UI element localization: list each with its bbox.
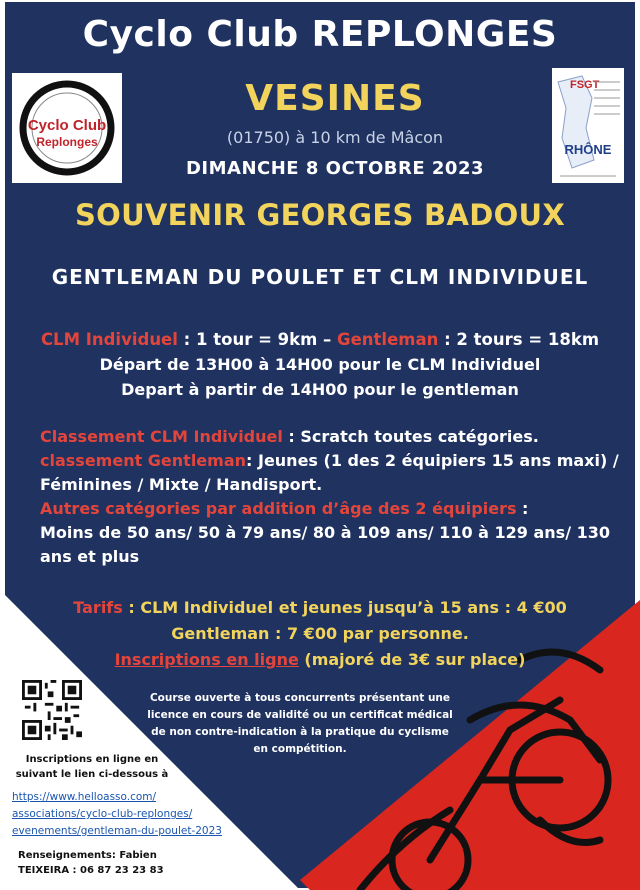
clm-distance: : 1 tour = 9km – xyxy=(177,330,338,349)
cyclo-club-logo xyxy=(12,73,122,183)
qr-caption xyxy=(12,752,172,782)
inscriptions-link[interactable]: Inscriptions en ligne xyxy=(114,650,299,669)
eligibility-notice xyxy=(140,690,460,758)
fsgt-rhone-logo xyxy=(552,68,624,183)
logo-text-line1: Cyclo Club xyxy=(27,117,107,134)
notice-line1: Course ouverte à tous concurrents présentant une xyxy=(149,692,451,704)
contact-info xyxy=(18,848,178,878)
link-line1[interactable]: https://www.helloasso.com/ xyxy=(12,791,157,803)
contact-line1: Renseignements: Fabien xyxy=(18,850,157,861)
gentleman-label: Gentleman xyxy=(337,330,439,349)
notice-line3: de non contre-indication à la pratique du cyclisme xyxy=(151,726,449,738)
notice-line4: en compétition. xyxy=(253,743,347,755)
depart-clm: Départ de 13H00 à 14H00 pour le CLM Individuel xyxy=(99,355,541,374)
link-line3[interactable]: evenements/gentleman-du-poulet-2023 xyxy=(12,825,222,837)
qr-caption-line1: Inscriptions en ligne en xyxy=(25,754,159,765)
qr-code-icon xyxy=(22,680,82,740)
gentleman-distance: : 2 tours = 18km xyxy=(438,330,600,349)
club-title: Cyclo Club REPLONGES xyxy=(82,14,558,55)
classement-gentleman-label: classement Gentleman xyxy=(40,451,247,470)
notice-line2: licence en cours de validité ou un certificat médical xyxy=(147,709,453,721)
autres-categories xyxy=(40,497,620,521)
tarifs-clm: : CLM Individuel et jeunes jusqu’à 15 ans : 4 €00 xyxy=(122,598,567,617)
qr-code[interactable] xyxy=(22,680,82,740)
tarifs-line1 xyxy=(0,598,640,617)
autres-categories-label: Autres catégories par addition d’âge des 2 équipiers xyxy=(40,499,517,518)
age-categories: Moins de 50 ans/ 50 à 79 ans/ 80 à 109 ans/ 110 à 129 ans/ 130 ans et plus xyxy=(40,523,611,566)
town-name: VESINES xyxy=(245,78,425,119)
wheel-icon xyxy=(12,73,122,183)
tarifs-label: Tarifs xyxy=(73,598,123,617)
inscriptions-line xyxy=(0,650,640,669)
classement-block xyxy=(40,425,620,569)
rhone-text: RHÔNE xyxy=(564,142,612,157)
classement-gentleman-text: : Jeunes (1 des 2 équipiers 15 ans maxi) / Féminines / Mixte / Handisport. xyxy=(40,451,619,494)
race-distances xyxy=(0,330,640,349)
classement-clm-label: Classement CLM Individuel xyxy=(40,427,283,446)
logo-text-line2: Replonges xyxy=(36,135,98,149)
tarifs-gentleman: Gentleman : 7 €00 par personne. xyxy=(171,624,469,643)
clm-label: CLM Individuel xyxy=(40,330,178,349)
autres-categories-colon: : xyxy=(516,499,529,518)
town-location: (01750) à 10 km de Mâcon xyxy=(226,128,444,147)
contact-line2: TEIXEIRA : 06 87 23 23 83 xyxy=(18,865,164,876)
qr-caption-line2: suivant le lien ci-dessous à xyxy=(15,769,169,780)
link-line2[interactable]: associations/cyclo-club-replonges/ xyxy=(12,808,193,820)
event-title: GENTLEMAN DU POULET ET CLM INDIVIDUEL xyxy=(51,265,589,289)
event-date: DIMANCHE 8 OCTOBRE 2023 xyxy=(185,158,484,179)
souvenir-title: SOUVENIR GEORGES BADOUX xyxy=(74,198,566,232)
depart-gentleman: Depart à partir de 14H00 pour le gentleman xyxy=(121,380,519,399)
rhone-map-icon xyxy=(552,68,624,183)
classement-clm-text: : Scratch toutes catégories. xyxy=(282,427,539,446)
classement-clm xyxy=(40,425,620,449)
classement-gentleman xyxy=(40,449,620,497)
fsgt-text: FSGT xyxy=(570,79,600,91)
registration-link[interactable] xyxy=(12,789,252,840)
inscriptions-surcharge: (majoré de 3€ sur place) xyxy=(298,650,526,669)
